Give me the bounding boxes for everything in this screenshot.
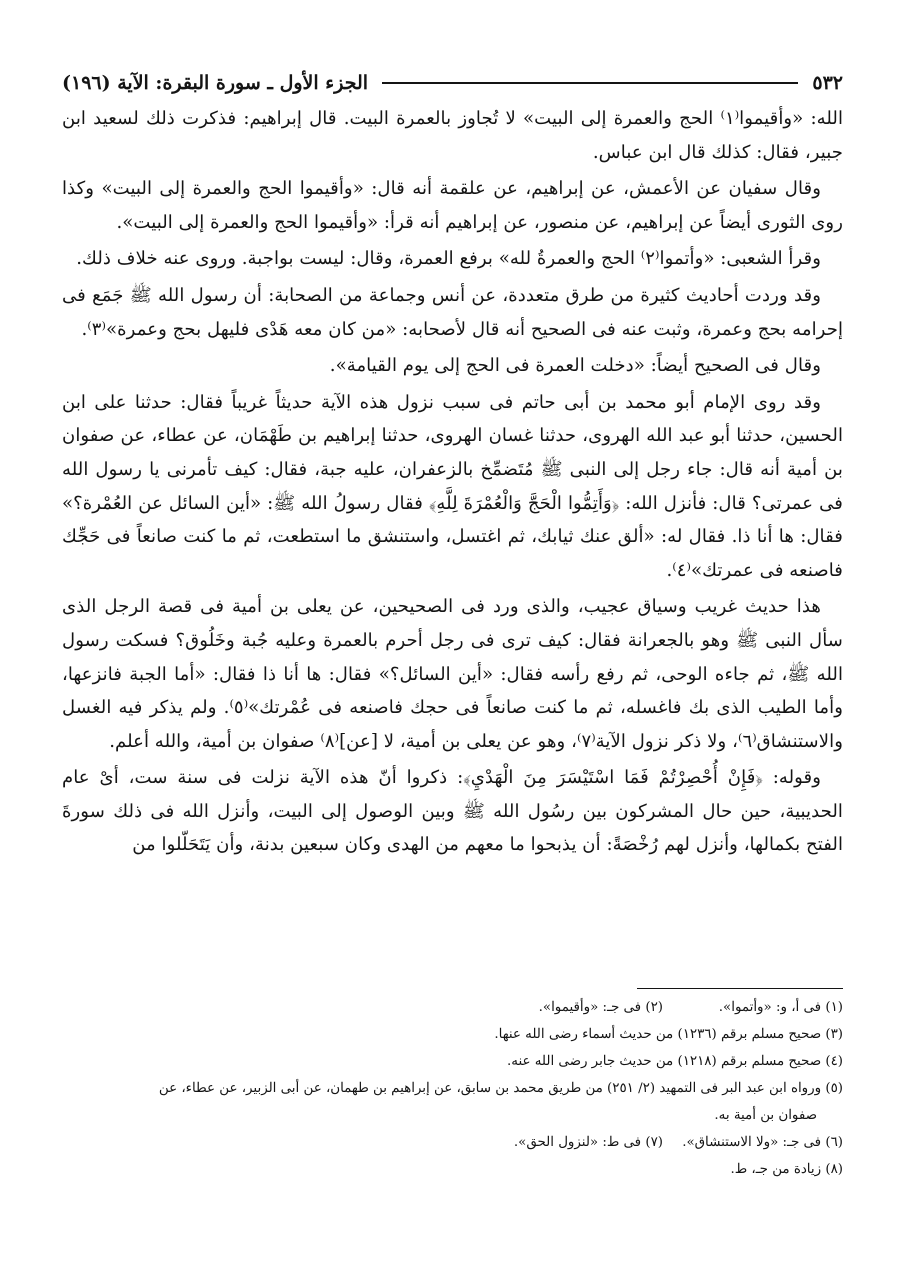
page-header — [62, 66, 843, 100]
main-text — [62, 102, 843, 865]
page-number: ٥٣٢ — [812, 72, 843, 94]
footnote: (٥) ورواه ابن عبد البر فى التمهيد (٢/ ٢٥١) من طريق محمد بن سابق، عن إبراهيم بن طهمان، عن أبى الزبير، عن عطاء، عن — [158, 1081, 843, 1096]
footnote-separator — [637, 988, 843, 989]
paragraph: وقال سفيان عن الأعمش، عن إبراهيم، عن علقمة أنه قال: «وأقيموا الحج والعمرة إلى البيت» وكذا روى الثورى أيضاً عن إبراهيم، عن منصور، عن إبراهيم أنه قرأ: «وأقيموا الحج والعمرة إلى البيت». — [62, 178, 843, 233]
footnote: (٨) زيادة من جـ، ط. — [730, 1162, 843, 1177]
footnote-row — [62, 1129, 843, 1156]
footnote: (٦) فى جـ: «ولا الاستنشاق». — [682, 1135, 843, 1150]
footnote: (٧) فى ط: «لنزول الحق». — [513, 1135, 663, 1150]
footnote: (٣) صحيح مسلم برقم (١٢٣٦) من حديث أسماء رضى الله عنها. — [494, 1027, 843, 1042]
footnote-row — [62, 994, 843, 1021]
footnote: (٤) صحيح مسلم برقم (١٢١٨) من حديث جابر رضى الله عنه. — [507, 1054, 843, 1069]
footnotes — [62, 994, 843, 1183]
paragraph: وقال فى الصحيح أيضاً: «دخلت العمرة فى الحج إلى يوم القيامة». — [329, 355, 821, 377]
footnote: (٢) فى جـ: «وأقيموا». — [538, 1000, 663, 1015]
paragraph: وقد وردت أحاديث كثيرة من طرق متعددة، عن أنس وجماعة من الصحابة: أن رسول الله ﷺ جَمَع فى إحرامه بحج وعمرة، وثبت عنه فى الصحيح أنه قال لأصحابه: «من كان معه هَدْى فليهل بحج وعمرة»⁽٣⁾. — [62, 284, 843, 340]
paragraph: وقرأ الشعبى: «وأتموا⁽٢⁾ الحج والعمرةُ لله» برفع العمرة، وقال: ليست بواجبة. وروى عنه خلاف ذلك. — [76, 248, 821, 270]
paragraph: الله: «وأقيموا⁽١⁾ الحج والعمرة إلى البيت» لا تُجاوز بالعمرة البيت. قال إبراهيم: فذكرت ذلك لسعيد ابن جبير، فقال: كذلك قال ابن عباس. — [62, 108, 843, 163]
paragraph: هذا حديث غريب وسياق عجيب، والذى ورد فى الصحيحين، عن يعلى بن أمية فى قصة الرجل الذى سأل النبى ﷺ وهو بالجعرانة فقال: كيف ترى فى رجل أحرم بالعمرة وعليه جُبة وخَلُوق؟ فسكت رسول الله ﷺ، ثم جاءه الوحى، ثم رفع رأسه فقال: «أين السائل؟» فقال: ها أنا ذا فقال: «أما الجبة فانزعها، وأما الطيب الذى بك فاغسله، ثم ما كنت صانعاً فى حجك فاصنعه فى عُمْرتك»⁽٥⁾. ولم يذكر فيه الغسل والاستنشاق⁽٦⁾، ولا ذكر نزول الآية⁽٧⁾، وهو عن يعلى بن أمية، لا [عن]⁽٨⁾ صفوان بن أمية، والله أعلم. — [62, 596, 843, 752]
footnote: (١) فى أ، و: «وأتموا». — [718, 1000, 843, 1015]
footnote-continuation: صفوان بن أمية به. — [714, 1108, 817, 1123]
paragraph: وقد روى الإمام أبو محمد بن أبى حاتم فى سبب نزول هذه الآية حديثاً غريباً فقال: حدثنا على ابن الحسين، حدثنا أبو عبد الله الهروى، حدثنا غسان الهروى، حدثنا إبراهيم بن طَهْمَان، عن عطاء، عن صفوان بن أمية أنه قال: جاء رجل إلى النبى ﷺ مُتَضمِّخ بالزعفران، عليه جبة، فقال: كيف تأمرنى يا رسول الله فى عمرتى؟ قال: فأنزل الله: ﴿وَأَتِمُّوا الْحَجَّ وَالْعُمْرَةَ لِلَّهِ﴾ فقال رسولُ الله ﷺ: «أين السائل عن العُمْرة؟» فقال: ها أنا ذا. فقال له: «ألق عنك ثيابك، ثم اغتسل، واستنشق ما استطعت، ثم ما كنت صانعاً فى حَجِّك فاصنعه فى عمرتك»⁽٤⁾. — [62, 391, 843, 581]
paragraph: وقوله: ﴿فَإِنْ أُحْصِرْتُمْ فَمَا اسْتَيْسَرَ مِنَ الْهَدْيِ﴾: ذكروا أنّ هذه الآية نزلت فى سنة ست، أىْ عام الحديبية، حين حال المشركون بين رسُول الله ﷺ وبين الوصول إلى البيت، وأنزل الله فى ذلك سورةَ الفتح بكمالها، وأنزل لهم رُخْصَةً: أن يذبحوا ما معهم من الهدى وكان سبعين بدنة، وأن يَتَحَلّلوا من — [62, 767, 843, 856]
header-rule — [382, 82, 798, 84]
running-title: الجزء الأول ـ سورة البقرة: الآية (١٩٦) — [62, 72, 369, 94]
